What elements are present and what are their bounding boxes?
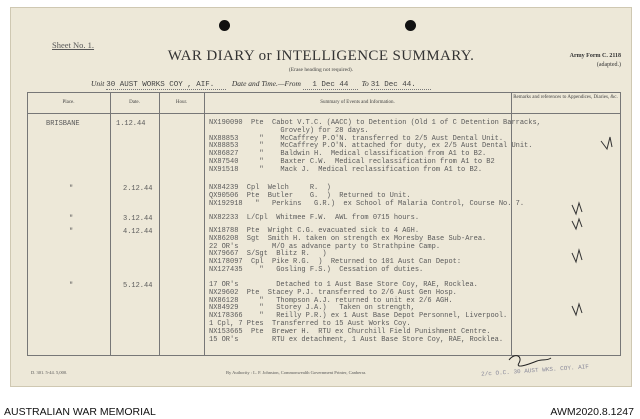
- commander-signature: [509, 356, 551, 366]
- row-summary: 17 OR's Detached to 1 Aust Base Store Coy, RAE, Rocklea. NX29602 Pte Stacey P.J. transferred to 2/6 Aust Gen Hosp. NX86128 " Thompson A.J. returned to unit ex 2/6 AGH. NX84929 " Storey J.A.) Taken on strength, NX178366 " Reilly P.R.) ex 1 Aust Base Depot Personnel, Liverpool. 1 Cpl, 7 Ptes Transferred to 15 Aust Works Coy. NX153665 Pte Brewer H. RTU ex Churchill Field Punishment Centre. 15 OR's RTU ex detachment, 1 Aust Base Store Coy, RAE, Rocklea.: [209, 281, 508, 344]
- initials-mark: [572, 304, 582, 315]
- row-date: 3.12.44: [123, 215, 153, 223]
- initials-mark: [572, 250, 582, 262]
- initials-mark: [601, 137, 612, 149]
- war-diary-sheet: [10, 7, 632, 387]
- row-place: ": [69, 228, 74, 236]
- form-reference-number: Army Form C. 2118: [569, 53, 621, 59]
- row-summary: NX84239 Cpl Welch R. ) QX90506 Pte Butler G. ) Returned to Unit. NX192918 " Perkins G.R.) ex School of Malaria Control, Course No. 7.: [209, 184, 525, 208]
- caption-institution: AUSTRALIAN WAR MEMORIAL: [4, 406, 156, 418]
- to-label: To: [361, 79, 369, 88]
- unit-label: Unit: [91, 79, 105, 88]
- row-place: BRISBANE: [46, 120, 80, 128]
- to-date: 31 Dec 44.: [371, 81, 431, 90]
- footer-authority: By Authority : L. F. Johnston, Commonwealth Government Printer, Canberra.: [226, 370, 367, 375]
- row-date: 2.12.44: [123, 185, 153, 193]
- row-place: ": [69, 215, 74, 223]
- row-summary: NX18788 Pte Wright C.G. evacuated sick to 4 AGH. NX86208 Sgt Smith H. taken on strength ex Moresby Base Sub-Area. 22 OR's M/O as advance party to Strathpine Camp. NX79667 S/Sgt Blitz R. ) NX178097 Cpl Pike R.G. ) Returned to 101 Aust Can Depot: NX127435 " Gosling F.S.) Cessation of duties.: [209, 227, 487, 274]
- page-subtitle: (Erase heading not required).: [288, 67, 354, 73]
- header-remarks: Remarks and references to Appendices, Diaries, &c.: [513, 95, 618, 100]
- handwritten-marks: [11, 8, 631, 386]
- footer-print-code: D. 301. 5-44. 5,000.: [31, 370, 68, 375]
- header-place: Place.: [62, 100, 75, 105]
- initials-mark: [572, 219, 582, 229]
- from-date: 1 Dec 44: [303, 81, 358, 90]
- row-date: 4.12.44: [123, 228, 153, 236]
- header-date: Date.: [129, 100, 140, 105]
- row-date: 5.12.44: [123, 282, 153, 290]
- datetime-label: Date and Time.—From: [231, 79, 301, 88]
- row-place: ": [69, 282, 74, 290]
- header-hour: Hour.: [175, 100, 188, 105]
- form-reference-note: (adapted.): [596, 62, 621, 68]
- row-summary: NX190090 Pte Cabot V.T.C. (AACC) to Detention (Old 1 of C Detention Barracks, Grovely) for 28 days. NX88853 " McCaffrey P.O'N. transferred to 2/5 Aust Dental Unit. NX88853 " McCaffrey P.O'N. attached for duty, ex 2/5 Aust Dental Unit. NX86827 " Baldwin H. Medical classification from A1 to B2. NX87540 " Baxter C.W. Medical reclassification from A1 to B2 NX91518 " Mack J. Medical reclassification from A1 to B2.: [209, 119, 541, 174]
- row-date: 1.12.44: [116, 120, 146, 128]
- initials-mark: [572, 203, 582, 214]
- unit-value: 30 AUST WORKS COY , AIF.: [106, 81, 226, 90]
- page-title: WAR DIARY or INTELLIGENCE SUMMARY.: [167, 48, 475, 64]
- header-summary: Summary of Events and Information.: [320, 100, 395, 105]
- caption-accession-number: AWM2020.8.1247: [550, 406, 634, 418]
- sheet-number: Sheet No. 1.: [52, 40, 95, 50]
- unit-stamp: 2/c O.C. 30 AUST WKS. COY. AIF: [480, 363, 590, 378]
- row-place: ": [69, 185, 74, 193]
- row-summary: NX82233 L/Cpl Whitmee F.W. AWL from 0715 hours.: [209, 214, 420, 222]
